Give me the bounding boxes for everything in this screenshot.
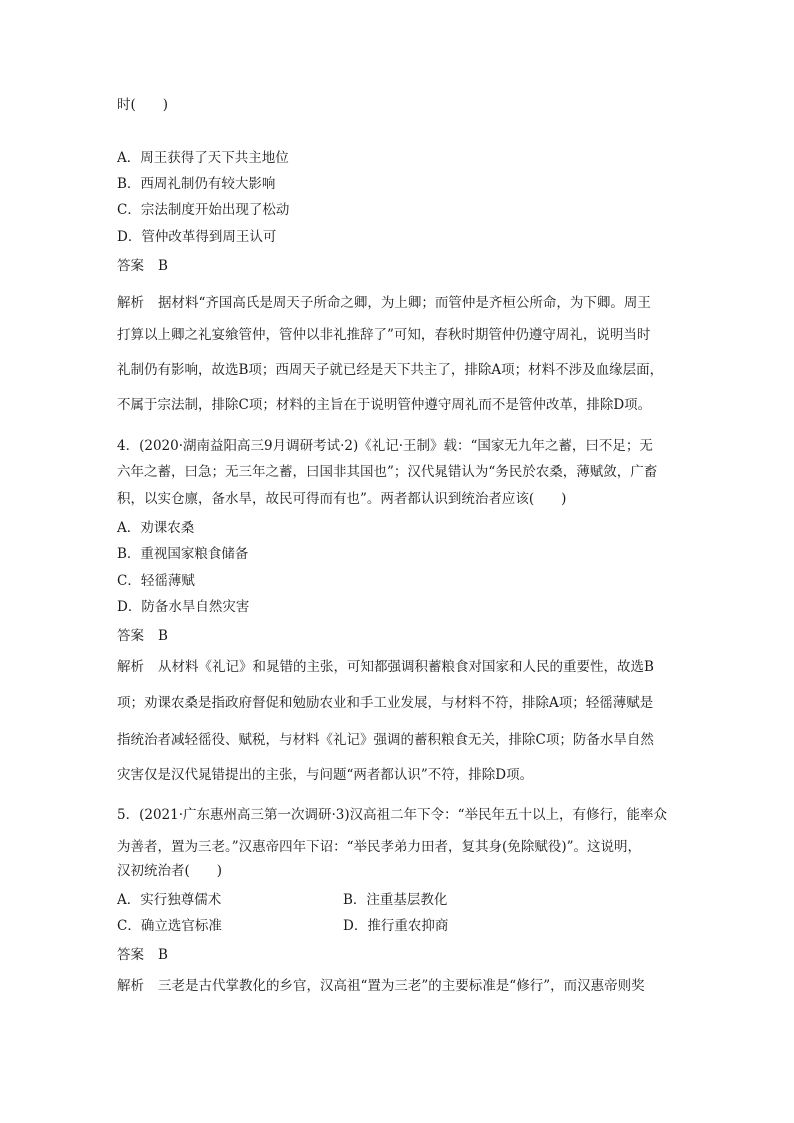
q4-analysis-line-4: 灾害仅是汉代晁错提出的主张，与问题“两者都认识”不符，排除D项。 (117, 767, 534, 783)
analysis-text: 三老是古代掌教化的乡官，汉高祖“置为三老”的主要标准是“修行”，而汉惠帝则奖 (158, 978, 645, 994)
answer-label: 答案 (117, 947, 144, 963)
analysis-text: 据材料“齐国高氏是周天子所命之卿，为上卿；而管仲是齐桓公所命，为下卿。周王 (158, 295, 651, 311)
q4-option-a: A．劝课农桑 (117, 520, 195, 536)
q3-analysis-line-4: 不属于宗法制，排除C项；材料的主旨在于说明管仲遵守周礼而不是管仲改革，排除D项。 (117, 397, 652, 413)
q4-option-d: D．防备水旱自然灾害 (117, 599, 250, 615)
answer-value: B (158, 258, 168, 274)
q4-answer (117, 627, 168, 645)
q3-analysis-line-2: 打算以上卿之礼宴飨管仲，管仲以非礼推辞了”可知，春秋时期管仲仍遵守周礼，说明当时 (117, 327, 651, 343)
answer-label: 答案 (117, 258, 144, 274)
q4-stem-line-1: 4．(2020·湖南益阳高三9月调研考试·2)《礼记·王制》载：“国家无九年之蓄，曰不足；无 (117, 438, 653, 454)
q4-option-b: B．重视国家粮食储备 (117, 546, 249, 562)
q5-stem-line-3: 汉初统治者( ) (117, 863, 223, 879)
q5-option-b: B．注重基层教化 (343, 892, 448, 908)
q4-option-c: C．轻徭薄赋 (117, 573, 195, 589)
analysis-label: 解析 (117, 978, 144, 994)
q5-option-a: A．实行独尊儒术 (117, 892, 222, 908)
answer-label: 答案 (117, 628, 144, 644)
q5-answer (117, 946, 168, 964)
q4-stem-line-3: 积，以实仓廪，备水旱，故民可得而有也”。两者都认识到统治者应该( ) (117, 491, 567, 507)
q5-analysis-line-1 (117, 977, 645, 995)
q5-option-d: D．推行重农抑商 (343, 918, 449, 934)
q5-option-c: C．确立选官标准 (117, 918, 222, 934)
answer-value: B (158, 628, 168, 644)
q3-answer (117, 257, 168, 275)
q3-analysis-line-3: 礼制仍有影响，故选B项；西周天子就已经是天下共主了，排除A项；材料不涉及血缘层面， (117, 362, 664, 378)
q3-stem-tail: 时( ) (117, 97, 169, 113)
q5-stem-line-1: 5．(2021·广东惠州高三第一次调研·3)汉高祖二年下令：“举民年五十以上，有修行，能率众 (117, 807, 668, 823)
analysis-label: 解析 (117, 295, 144, 311)
analysis-text: 从材料《礼记》和晁错的主张，可知都强调积蓄粮食对国家和人民的重要性，故选B (158, 659, 654, 675)
q4-analysis-line-2: 项；劝课农桑是指政府督促和勉励农业和手工业发展，与材料不符，排除A项；轻徭薄赋是 (117, 695, 654, 711)
q4-stem-line-2: 六年之蓄，曰急；无三年之蓄，曰国非其国也”；汉代晁错认为“务民於农桑，薄赋敛，广畜 (117, 464, 658, 480)
q3-option-a: A．周王获得了天下共主地位 (117, 150, 289, 166)
q3-option-d: D．管仲改革得到周王认可 (117, 229, 277, 245)
analysis-label: 解析 (117, 659, 144, 675)
q3-option-c: C．宗法制度开始出现了松动 (117, 202, 290, 218)
q4-analysis-line-1 (117, 658, 654, 676)
answer-value: B (158, 947, 168, 963)
q3-option-b: B．西周礼制仍有较大影响 (117, 176, 276, 192)
q3-analysis-line-1 (117, 294, 651, 312)
q5-stem-line-2: 为善者，置为三老。”汉惠帝四年下诏：“举民孝弟力田者，复其身(免除赋役)”。这说明， (117, 839, 641, 855)
q4-analysis-line-3: 指统治者减轻徭役、赋税，与材料《礼记》强调的蓄积粮食无关，排除C项；防备水旱自然 (117, 732, 654, 748)
